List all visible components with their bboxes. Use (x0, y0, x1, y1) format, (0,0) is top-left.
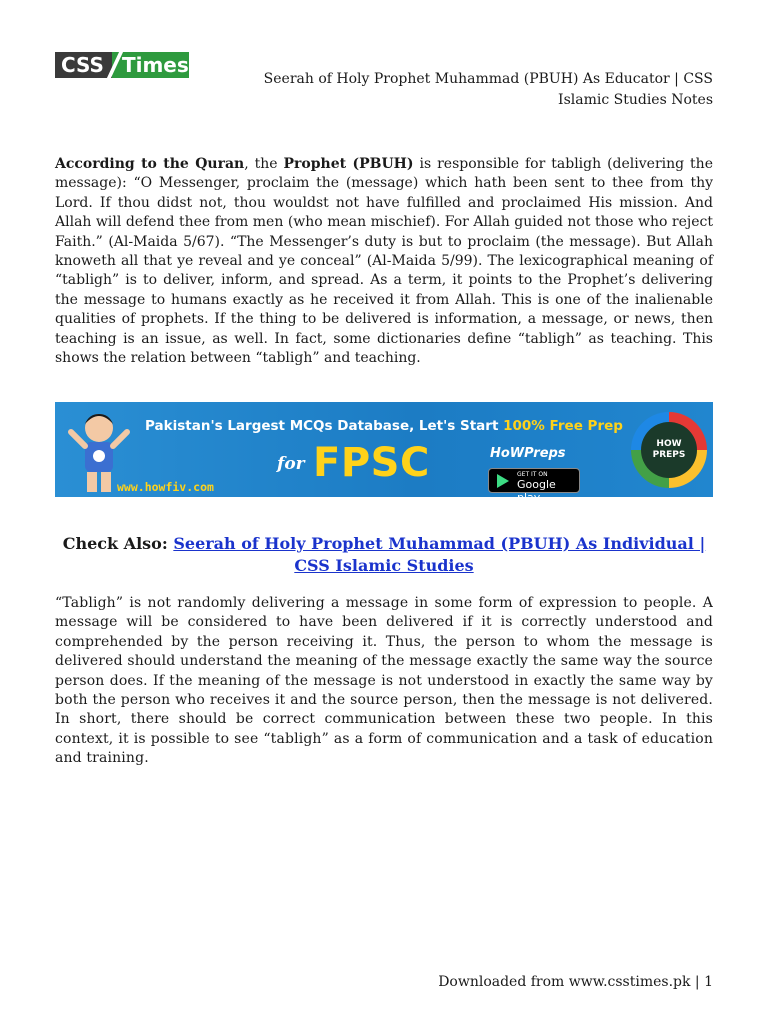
document-title: Seerah of Holy Prophet Muhammad (PBUH) As Educator | CSS Islamic Studies Notes (263, 71, 713, 108)
banner-headline (145, 418, 623, 434)
bold-prophet: Prophet (PBUH) (283, 156, 414, 172)
banner-brand: HoWPreps (490, 446, 566, 461)
google-play-icon (497, 474, 509, 488)
bold-according-quran: According to the Quran (55, 156, 245, 172)
logo-left-text: CSS (55, 52, 112, 78)
check-also-heading (55, 533, 713, 577)
paragraph1-text1: , the (244, 156, 284, 172)
logo-right-text: Times (112, 52, 189, 78)
fpsc-ad-banner[interactable] (55, 402, 713, 504)
banner-for-text: for (277, 454, 305, 474)
banner-headline-main: Pakistan's Largest MCQs Database, Let's Start (145, 418, 504, 434)
footer-download-note: Downloaded from www.csstimes.pk | 1 (438, 974, 713, 990)
google-play-button[interactable] (488, 468, 580, 504)
paragraph-tabligh-meaning: “Tabligh” is not randomly delivering a message in some form of expression to people. A message will be considered to have been delivered if it is correctly understood and comprehended by the person receiving it. Thus, the person to whom the message is delivered should understand the meaning of the message exactly the same way the source person does. If the meaning of the message is not understood in exactly the same way by both the person who receives it and the source person, then the message is not delivered. In short, there should be correct communication between these two people. In this context, it is possible to see “tabligh” as a form of communication and a task of education and training. (55, 595, 713, 767)
banner-headline-highlight: 100% Free Prep (503, 418, 623, 434)
paragraph-tabligh-quran (55, 155, 713, 368)
banner-url: www.howfiv.com (117, 480, 214, 494)
banner-fpsc-text: FPSC (313, 440, 430, 486)
csstimes-logo (55, 52, 189, 78)
badge-inner (641, 422, 697, 478)
badge-line1: HOW (656, 439, 682, 449)
check-also-label: Check Also: (62, 534, 168, 553)
google-play-big-text: Google play (517, 478, 556, 504)
check-also-link[interactable]: Seerah of Holy Prophet Muhammad (PBUH) As Individual | CSS Islamic Studies (173, 534, 706, 575)
howpreps-badge-icon (631, 412, 707, 488)
google-play-small-text: GET IT ON (517, 471, 548, 478)
paragraph1-text2: is responsible for tabligh (delivering the message): “O Messenger, proclaim the (message) which hath been sent to thee from thy Lord. If thou didst not, thou wouldst not have fulfilled and proclaimed His mission. And Allah will defend thee from men (who mean mischief). For Allah guided not those who reject Faith.” (Al-Maida 5/67). “The Messenger’s duty is but to proclaim (the message). But Allah knoweth all that ye reveal and ye conceal” (Al-Maida 5/99). The lexicographical meaning of “tabligh” is to deliver, inform, and spread. As a term, it points to the Prophet’s delivering the message to humans exactly as he received it from Allah. This is one of the inalienable qualities of prophets. If the thing to be delivered is information, a message, or news, then teaching is an issue, as well. In fact, some dictionaries define “tabligh” as teaching. This shows the relation between “tabligh” and teaching. (55, 156, 713, 367)
badge-line2: PREPS (652, 450, 686, 460)
